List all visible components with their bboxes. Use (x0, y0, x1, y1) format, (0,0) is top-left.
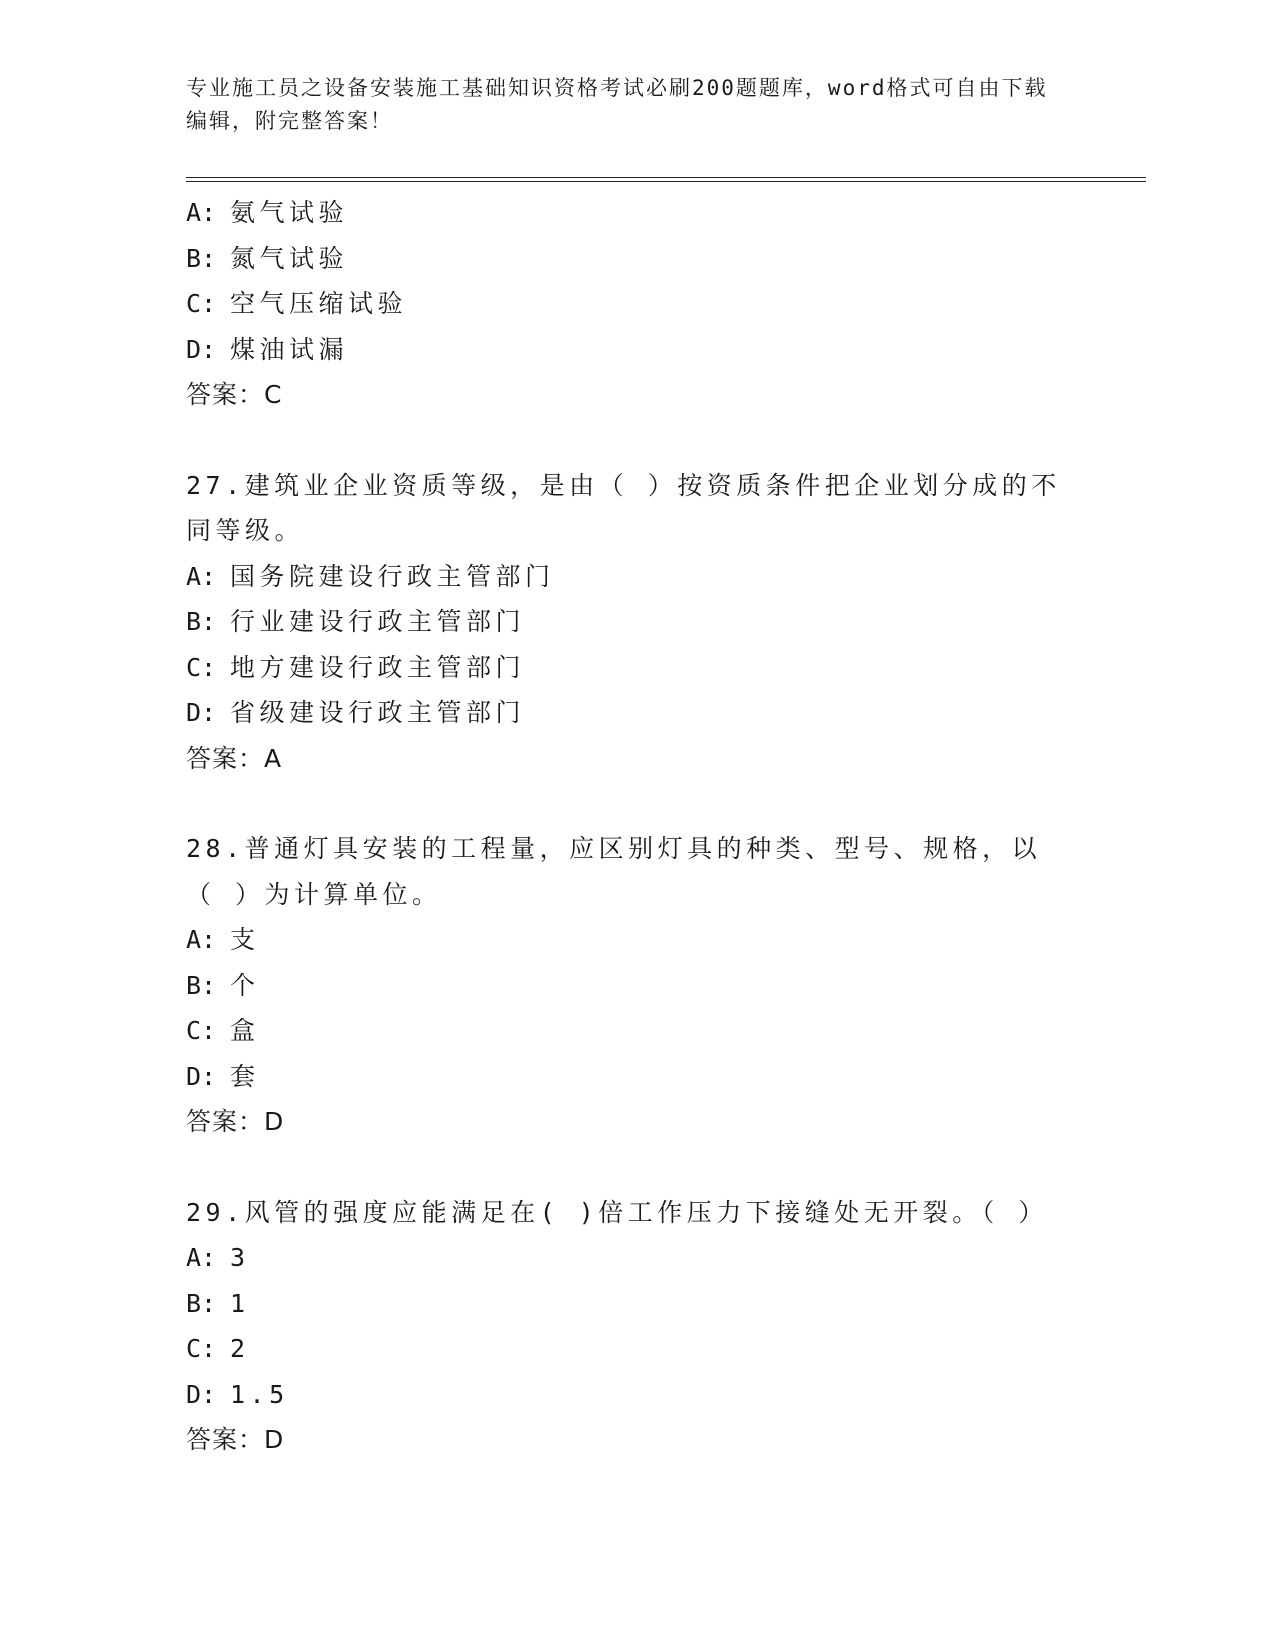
option-text: 空气压缩试验 (230, 289, 408, 318)
question-list (186, 190, 1066, 1463)
option-text: 1 (230, 1288, 250, 1318)
option-b (186, 1281, 1066, 1327)
answer-line: 答案：A (186, 743, 283, 773)
document-header: 专业施工员之设备安装施工基础知识资格考试必刷200题题库，word格式可自由下载编辑，附完整答案！ (186, 76, 1048, 133)
question-text: 28.普通灯具安装的工程量，应区别灯具的种类、型号、规格，以（ ）为计算单位。 (186, 834, 1042, 909)
option-text: 氨气试验 (230, 198, 349, 227)
option-letter: A: (186, 198, 217, 227)
option-d (186, 327, 1066, 373)
option-letter: C: (186, 652, 217, 682)
answer-line: 答案：D (186, 1107, 285, 1136)
option-text: 省级建设行政主管部门 (230, 698, 526, 727)
option-letter: C: (186, 1334, 217, 1363)
header-divider (186, 177, 1146, 182)
question-block (186, 190, 1066, 418)
question-block (186, 463, 1066, 782)
option-letter: B: (186, 970, 217, 1000)
option-a (186, 554, 1066, 600)
option-a (186, 1235, 1066, 1281)
option-text: 支 (230, 925, 260, 954)
option-text: 套 (230, 1061, 260, 1091)
option-letter: D: (186, 1379, 217, 1409)
question-block (186, 1190, 1066, 1463)
question-block (186, 826, 1066, 1145)
option-a (186, 190, 1066, 236)
option-a (186, 917, 1066, 963)
answer-line: 答案：D (186, 1425, 285, 1454)
option-text: 1.5 (230, 1379, 289, 1409)
option-b (186, 963, 1066, 1009)
option-text: 煤油试漏 (230, 334, 349, 364)
option-text: 3 (230, 1243, 250, 1272)
option-text: 氮气试验 (230, 243, 349, 273)
option-text: 行业建设行政主管部门 (230, 607, 526, 636)
option-letter: A: (186, 925, 217, 954)
option-text: 个 (230, 970, 260, 1000)
option-text: 国务院建设行政主管部门 (230, 561, 555, 591)
option-letter: B: (186, 1288, 217, 1318)
option-text: 地方建设行政主管部门 (230, 652, 526, 682)
option-c (186, 1326, 1066, 1372)
option-text: 盒 (230, 1016, 260, 1045)
option-c (186, 281, 1066, 327)
option-letter: B: (186, 607, 217, 636)
option-text: 2 (230, 1334, 250, 1363)
question-text: 29.风管的强度应能满足在( )倍工作压力下接缝处无开裂。（ ） (186, 1197, 1048, 1227)
option-b (186, 599, 1066, 645)
question-text: 27.建筑业企业资质等级，是由（ ）按资质条件把企业划分成的不同等级。 (186, 470, 1061, 545)
option-c (186, 645, 1066, 691)
option-letter: B: (186, 243, 217, 273)
option-letter: D: (186, 334, 217, 364)
option-c (186, 1008, 1066, 1054)
option-letter: C: (186, 1016, 217, 1045)
answer-line: 答案：C (186, 380, 283, 409)
option-d (186, 690, 1066, 736)
option-letter: A: (186, 561, 217, 591)
option-b (186, 236, 1066, 282)
option-letter: A: (186, 1243, 217, 1272)
option-d (186, 1054, 1066, 1100)
option-letter: D: (186, 1061, 217, 1091)
option-d (186, 1372, 1066, 1418)
option-letter: D: (186, 698, 217, 727)
option-letter: C: (186, 289, 217, 318)
